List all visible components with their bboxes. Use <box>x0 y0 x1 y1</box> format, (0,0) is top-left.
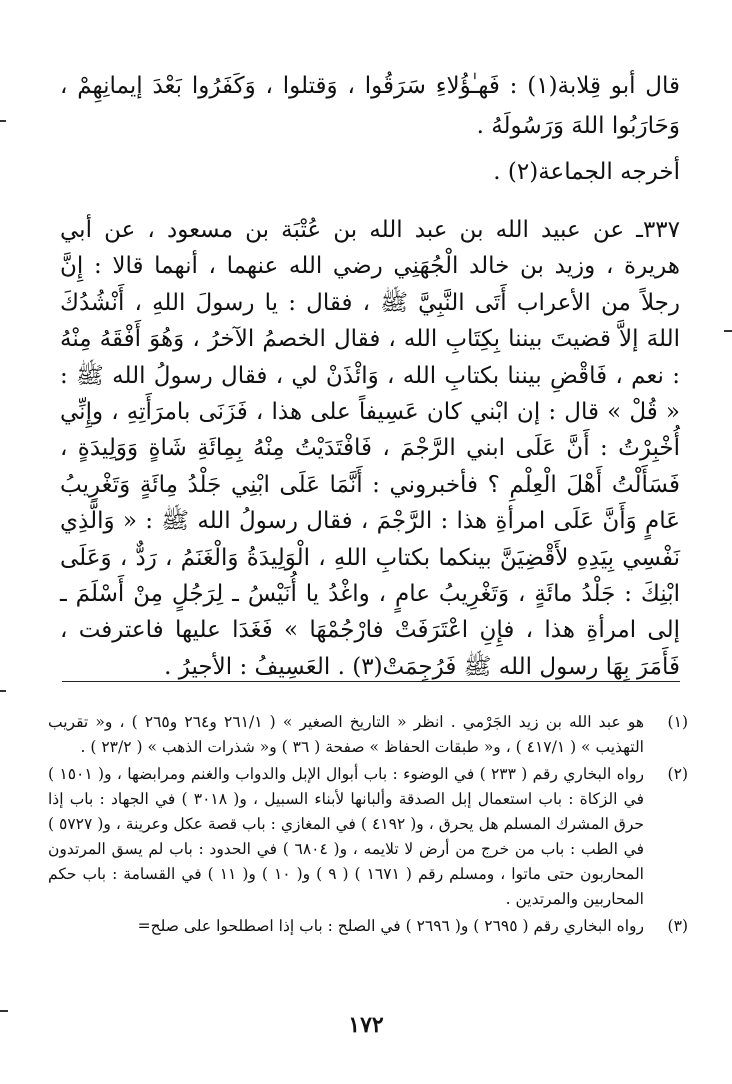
footnote-marker: (٣) <box>667 917 688 935</box>
footnote-text: رواه البخاري رقم ( ٢٣٣ ) في الوضوء : باب أبوال الإبل والدواب والغنم ومرابضها ، و( ١٥٠١ ) في الزكاة : باب استعمال إبل الصدقة وألبانها لأبناء السبيل ، و( ٣٠١٨ ) في الجهاد : باب إذا حرق المشرك المسلم هل يحرق ، و( ٤١٩٢ ) في المغازي : باب قصة عكل وعرينة ، و( ٥٧٢٧ ) في الطب : باب من خرج من أرض لا تلايمه ، و( ٦٨٠٤ ) في الحدود : باب لم يسق المرتدون المحاربون حتى ماتوا ، ومسلم رقم ( ١٦٧١ ) ( ٩ ) و( ١٠ ) و( ١١ ) في القسامة : باب حكم المحاربين والمرتدين . <box>48 765 645 908</box>
footnote-marker: (١) <box>667 713 688 731</box>
footnote-separator <box>62 681 680 682</box>
footnote-text: رواه البخاري رقم ( ٢٦٩٥ ) و( ٢٦٩٦ ) في الصلح : باب إذا اصطلحوا على صلح= <box>137 917 644 935</box>
paragraph-text: ٣٣٧ـ عن عبيد الله بن عبد الله بن عُتْبَة بن مسعود ، عن أبي هريرة ، وزيد بن خالد الْجُهَنِي رضي الله عنهما ، أنهما قالا : إِنَّ رجلاً من الأعراب أَتَى النَّبِيَّ ﷺ ، فقال : يا رسولَ اللهِ ، أَنْشُدُكَ اللهَ إلاَّ قضيتَ بيننا بِكِتَابِ الله ، فقال الخصمُ الآخرُ ، وَهُوَ أَفْقَهُ مِنْهُ : نعم ، فَاقْضِ بيننا بكتابِ الله ، وَائْذَنْ لي ، فقال رسولُ الله ﷺ : « قُلْ » قال : إن ابْني كان عَسِيفاً على هذا ، فَزَنَى بامرَأَتِهِ ، وإِنِّي أُخْبِرْتُ : أَنَّ عَلَى ابني الرَّجْمَ ، فَافْتَدَيْتُ مِنْهُ بِمِائَةِ شَاةٍ وَوَلِيدَةٍ ، فَسَأَلْتُ أَهْلَ الْعِلْمِ ؟ فأخبروني : أَنَّمَا عَلَى ابْنِي جَلْدُ مِائَةٍ وَتَغْرِيبُ عَامٍ وَأَنَّ عَلَى امرأةِ هذا : الرَّجْمَ ، فقال رسولُ الله ﷺ : « وَالَّذِي نَفْسِي بِيَدِهِ لأَقْضِيَنَّ بينكما بكتابِ اللهِ ، الْوَلِيدَةُ وَالْغَنَمُ ، رَدٌّ ، وَعَلَى ابْنِكَ : جَلْدُ مائَةٍ ، وَتَغْرِيبُ عامٍ ، واغْدُ يا أُنَيْسُ ـ لِرَجُلٍ مِنْ أَسْلَمَ ـ إلى امرأةِ هذا ، فإِنِ اعْتَرَفَتْ فارْجُمْهَا » فَغَدَا عليها فاعترفت ، فَأَمَرَ بِهَا رسول الله ﷺ فَرُجِمَتْ(٣) . العَسِيفُ : الأجيرُ . <box>60 217 680 680</box>
footnote-1 <box>48 710 688 760</box>
main-paragraph-2 <box>60 152 680 192</box>
scan-edge-mark <box>0 1010 8 1012</box>
footnote-2 <box>48 762 688 912</box>
hadith-337-paragraph <box>60 212 680 685</box>
paragraph-text: قال أبو قِلابة(١) : فَهـٰؤُلاءِ سَرَقُوا ، وَقتلوا ، وَكَفَرُوا بَعْدَ إيمانِهِمْ ، وَحَارَبُوا اللهَ وَرَسُولَهُ . <box>60 73 681 139</box>
scan-edge-mark <box>0 120 6 122</box>
scan-edge-mark <box>0 690 6 692</box>
paragraph-text: أخرجه الجماعة(٢) . <box>493 159 680 185</box>
footnote-3 <box>48 914 688 939</box>
main-paragraph-1 <box>60 66 680 146</box>
scan-edge-mark <box>724 330 732 332</box>
footnote-marker: (٢) <box>667 765 688 783</box>
page-number: ١٧٢ <box>348 1012 384 1038</box>
footnotes <box>48 710 688 941</box>
footnote-text: هو عبد الله بن زيد الجَرْمي . انظر « التاريخ الصغير » ( ٢٦١/١ و٢٦٤ و٢٦٥ ) ، و« تقريب التهذيب » ( ٤١٧/١ ) ، و« طبقات الحفاظ » صفحة ( ٣٦ ) و« شذرات الذهب » ( ٢٣/٢ ) . <box>48 713 644 756</box>
